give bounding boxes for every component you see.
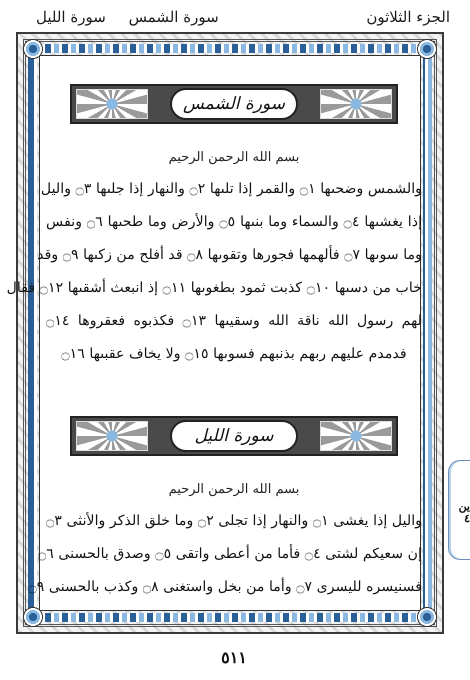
verse-line: والشمس وضحىها ۝١ والقمر إذا تلىها ۝٢ والنهار إذا جلىها ۝٣ واليل: [40, 181, 422, 197]
verse-line: وما سوىها ۝٧ فألهمها فجورها وتقوىها ۝٨ قد أفلح من زكىها ۝٩ وقد: [37, 247, 422, 263]
surah-title: سورة الشمس: [170, 88, 298, 120]
verse-line: واليل إذا يغشى ۝١ والنهار إذا تجلى ۝٢ وما خلق الذكر والأنثى ۝٣: [46, 513, 422, 529]
surah-title: سورة الليل: [170, 420, 298, 452]
corner-ornament-icon: [22, 38, 44, 60]
banner-ornament-icon: [76, 89, 148, 119]
verse-line: فدمدم عليهم ربهم بذنبهم فسوىها ۝١٥ ولا يخاف عقبىها ۝١٦: [61, 346, 407, 362]
verse-line: خاب من دسىها ۝١٠ كذبت ثمود بطغوىها ۝١١ إذ انبعث أشقىها ۝١٢ فقال: [6, 280, 422, 296]
basmala: بسم الله الرحمن الرحيم: [168, 150, 300, 165]
surah-shams-text: [6, 150, 423, 380]
surah-banner-shams: [70, 84, 398, 124]
corner-ornament-icon: [22, 606, 44, 628]
page-number: ٥١١: [221, 648, 247, 667]
surah-banner-layl: [70, 416, 398, 456]
verse-line: فسنيسره لليسرى ۝٧ وأما من بخل واستغنى ۝٨ وكذب بالحسنى ۝٩: [28, 579, 422, 595]
basmala: بسم الله الرحمن الرحيم: [168, 482, 300, 497]
header-surah-shams: سورة الشمس: [128, 8, 219, 26]
hizb-marker-label: ين ٤: [458, 500, 470, 526]
banner-ornament-icon: [76, 421, 148, 451]
surah-layl-text: [28, 482, 422, 613]
banner-ornament-icon: [320, 421, 392, 451]
hizb-marker: [448, 460, 470, 560]
surah-names-header: [18, 8, 219, 26]
page-header: [18, 6, 450, 32]
corner-ornament-icon: [416, 38, 438, 60]
juz-title: الجزء الثلاثون: [366, 8, 450, 26]
verse-line: إذا يغشىها ۝٤ والسماء وما بنىها ۝٥ والأرض وما طحىها ۝٦ ونفس: [46, 214, 423, 230]
verse-line: لهم رسول الله ناقة الله وسقيىها ۝١٣ فكذبوه فعقروها ۝١٤: [46, 313, 422, 329]
banner-ornament-icon: [320, 89, 392, 119]
header-surah-layl: سورة الليل: [36, 8, 106, 26]
verse-line: إن سعيكم لشتى ۝٤ فأما من أعطى واتقى ۝٥ وصدق بالحسنى ۝٦: [37, 546, 422, 562]
